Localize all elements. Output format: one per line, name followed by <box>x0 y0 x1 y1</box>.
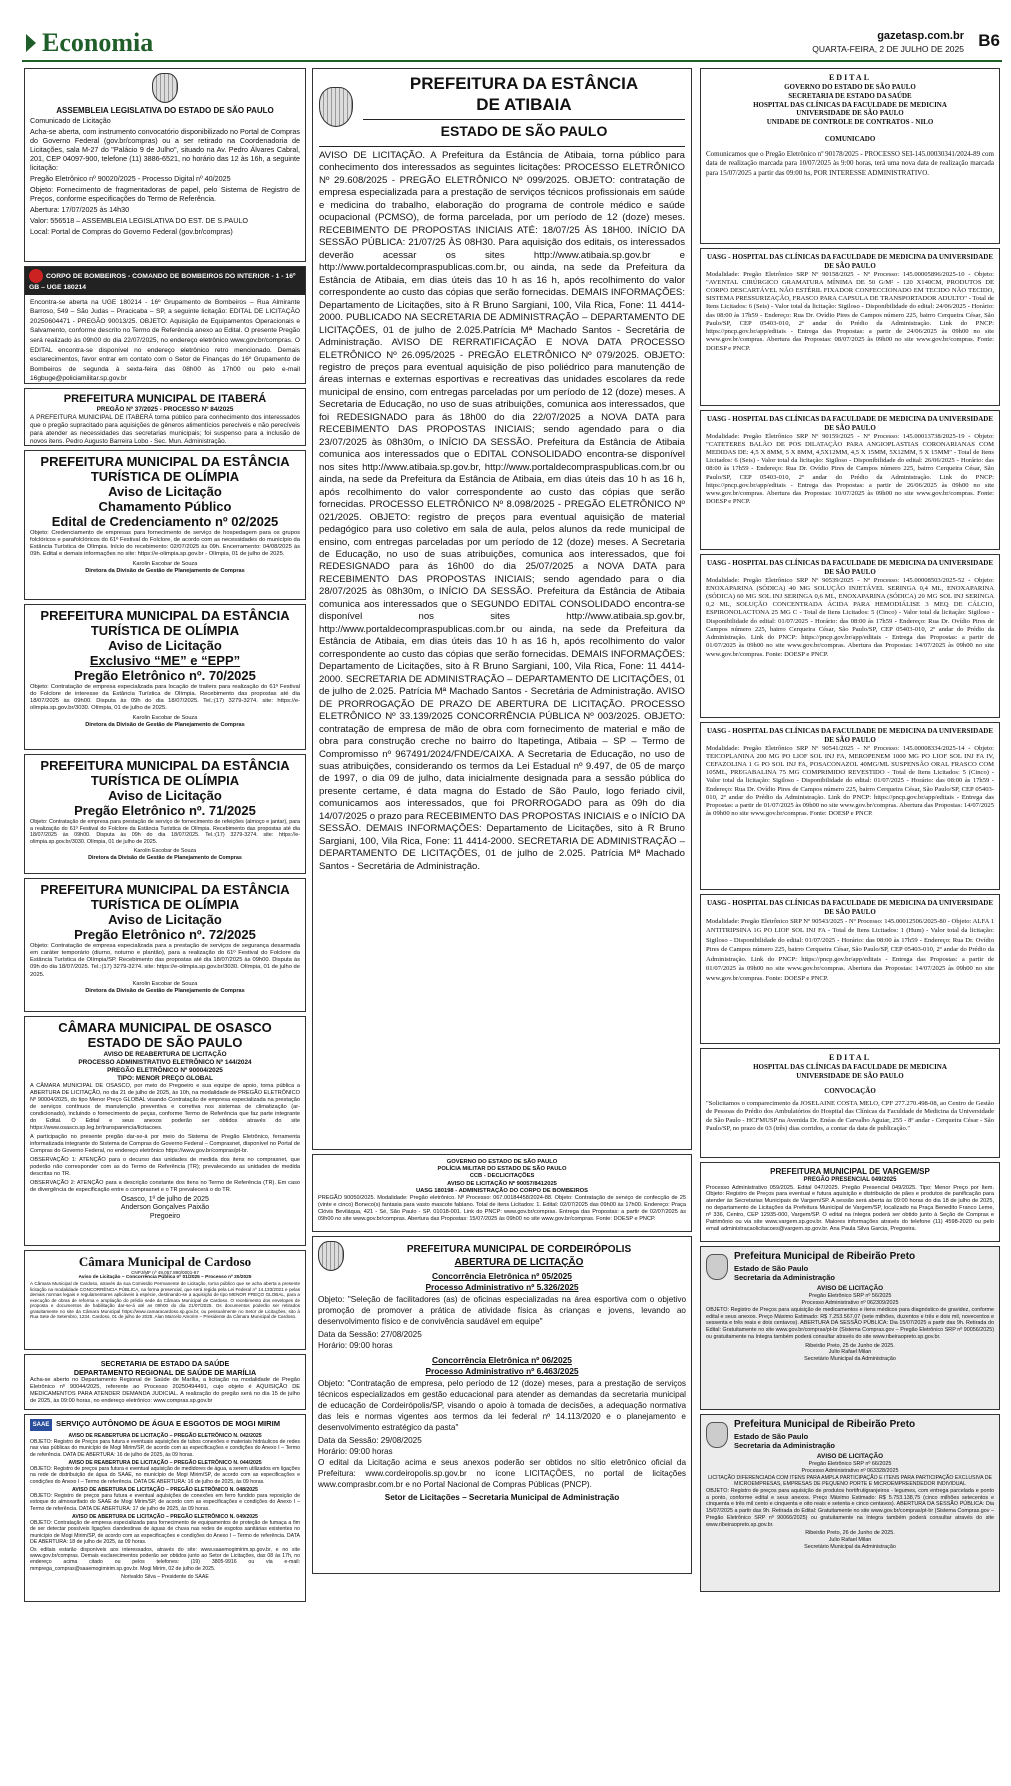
olimpia-signer-role: Diretora da Divisão de Gestão de Planejamento de Compras <box>88 854 242 861</box>
atibaia-title-2: DE ATIBAIA <box>476 95 572 115</box>
olimpia-signer-role: Diretora da Divisão de Gestão de Planejamento de Compras <box>85 721 245 728</box>
saae-item-body: OBJETO: Registro de preços para futura e eventual aquisição de medidores de água, a serem utilizados em ligações na rede de distribuição de água do SAAE, no município de Mogi Mirim/SP, de acordo com as especificações e condições do Anexo I – Termo de referência. DATA DE ABERTURA: 16 de julho de 2025, às 09 horas. <box>30 1466 300 1485</box>
alesp-sub: Comunicado de Licitação <box>30 116 111 125</box>
uasg-body: Modalidade: Pregão Eletrônico SRP Nº 90159/2025 - Nº Processo: 145.00013738/2025-19 - Objeto: "CATETERES BALÃO DE POS DILATAÇÃO PARA ANGIOPLASTIAS CORONARIANAS COM MEDIDAS DE: 4,5 X 8MM, 5 X 8MM, 4,5X12MM, 4,5 X 15MM, 5X12MM, 5 X 15MM" - Total de Itens Licitados: 6 (Seis) - Valor total da licitação: Sigiloso - Disponibilidade do edital: 26/06/2025 - Horário: das 08:00 às 17h59 - Endereço: Rua Dr. Ovídio Pires de Campos número 225, bairro Cerqueira César, São Paulo/SP, CEP 05403-010, 2º andar do Prédio da Administração. Link do PNCP: https://pncp.gov.br/app/editais - Entrega das Propostas: a partir de 26/06/2025 às 09h00 no site www.gov.br/compras. Abertura das Propostas: 10/07/2025 às 09h00 no site www.gov.br/compras. Fonte: DOESP e PNCP. <box>706 432 994 506</box>
alesp-line: Valor: 556518 – ASSEMBLEIA LEGISLATIVA DO EST. DE S.PAULO <box>30 216 248 225</box>
osasco-paragraph: A participação no presente pregão dar-se-á por meio do Sistema de Pregão Eletrônico, ferramenta informatizada integrante do Sistema de Compras do Governo Federal – Comprasnet, disponível no Portal de Compras do Governo Federal, no endereço eletrônico https://www.gov.br/compras/pt-br. <box>30 1133 300 1154</box>
bombeiros-bar-text: CORPO DE BOMBEIROS - COMANDO DE BOMBEIROS DO INTERIOR - 1 - 16º GB – UGE 180214 <box>29 272 296 291</box>
olimpia-title: PREFEITURA MUNICIPAL DA ESTÂNCIA TURÍSTICA DE OLÍMPIA <box>40 454 290 484</box>
saae-signer: Norivaldo Silva – Presidente do SAAE <box>121 1573 209 1580</box>
edital-line: GOVERNO DO ESTADO DE SÃO PAULO <box>784 83 916 91</box>
alesp-line: Abertura: 17/07/2025 às 14h30 <box>30 205 130 214</box>
uasg-notice-5 <box>700 894 1000 1044</box>
itabera-notice <box>24 388 306 446</box>
cardoso-body: A Câmara Municipal de Cardoso, através da sua Comissão Permanente de Licitação, torna público que se acha aberta a presente licitação na modalidade CONCORRÊNCIA PÚBLICA, na forma presencial, que será regida pela Lei Federal nº 14.133/2021 e pelas demais normas legais e regulamentares aplicáveis à espécie, destinando-se a aquisição de tipo MENOR PREÇO GLOBAL, para a execução de obras de reforma e ampliação do prédio sede da Câmara Municipal de Cardoso. O recebimento dos envelopes de proposta e documentos de habilitação dar-se-á até as 09h00 do dia 21/07/2025. Os documentos poderão ser retirados gratuitamente no site da Câmara Municipal https://www.camaracardoso.sp.gov.br, ou pessoalmente no Setor de Licitações, sito à Rua Sete de Setembro, 1234. Cardoso, 01 de julho de 2025. Alan Marcelo Amorim – Presidente da Câmara Municipal de Cardoso. <box>30 1281 300 1320</box>
ribeirao-processo: Processo Administrativo nº 063328/2025 <box>801 1468 899 1474</box>
session-date: Data da Sessão: 27/08/2025 <box>318 1329 422 1339</box>
saae-notice <box>24 1414 306 1602</box>
ribeirao-header <box>706 1419 994 1450</box>
cordeiropolis-subtitle: ABERTURA DE LICITAÇÃO <box>454 1257 584 1268</box>
uasg-body: Modalidade: Pregão Eletrônico SRP Nº 90539/2025 - Nº Processo: 145.00008503/2025-52 - Objeto: ENOXAPARINA (SÓDICA) 40 MG SOLUÇÃO INJETÁVEL SERINGA 0,4 ML, ENOXAPARINA (SÓDICA) 60 MG SOL INJ SERINGA 0,6 ML, ENOXAPARINA (SÓDICA) 20 MG SOL INJ SERINGA 0,2 ML, SOLUÇÃO CONCENTRADA ÁCIDA PARA HEMODIÁLISE 3 MEQ DE CÁLCIO, ESPIRONOLACTONA 25 MG C - Total de Itens Licitados: 5 (Cinco) - Valor total da licitação: Sigiloso - Disponibilidade do edital: 01/07/2025 - Horário: das 08:00 às 17h59 - Endereço: Rua Dr. Ovídio Pires de Campos número 225, bairro Cerqueira César, São Paulo/SP, CEP 05403-010, 2º andar do Prédio da Administração. Link do PNCP: https://pncp.gov.br/app/editais - Entrega das Propostas: a partir de 01/07/2025 às 09h00 no site www.gov.br/compras. Abertura das Propostas: 14/07/2025 às 09h00 no site www.gov.br/compras. Fonte: DOESP e PNCP. <box>706 576 994 658</box>
edital-line: SECRETARIA DE ESTADO DA SAÚDE <box>788 91 912 100</box>
olimpia-body: Objeto: Contratação de empresa especializada para a prestação de serviços de segurança desarmada em caráter temporário (diurno, noturno e plantão), para a realização do 61º Festival do Folclore da Estância Turística de Olímpia/SP. Recebimento das propostas até dia 18/07/2025 às 09h00. Disputa às 09h do dia 18/07/2025. Tel.:(17) 3279-3274. site: https://e-olimpia.sp.gov.br/3030. Olímpia, 01 de julho de 2025. <box>30 942 300 978</box>
ribeirao-state: Estado de São Paulo <box>734 1431 809 1441</box>
edital-heading: EDITAL <box>828 1053 872 1062</box>
saae-item-body: OBJETO: Registro de preços para futura e eventual aquisições de conexões em ferro fundido para reposição de estoque do almoxarifado do SAAE de Mogi Mirim/SP, de acordo com as especificações e condições do Anexo I – Termo de referência. DATA DE ABERTURA: 17 de julho de 2025, às 09 horas. <box>30 1493 300 1512</box>
marilia-notice <box>24 1354 306 1410</box>
hc-edital-convocacao <box>700 1048 1000 1158</box>
fire-brigade-logo-icon <box>29 269 43 283</box>
olimpia-pregao: Pregão Eletrônico nº. 72/2025 <box>74 926 256 942</box>
objeto-text: Objeto: "Contratação de empresa, pelo período de 12 (doze) meses, para a prestação de serviços técnicos especializados em gestão educacional para atender as demandas da secretaria municipal de educação de Cordeirópolis/SP, visando o apoio à tomada de decisões, a adequação normativa das leis e normas vigentes aos termos da lei federal nº 14.113/2020 e o planejamento e desenvolvimento estratégico da pasta" <box>318 1378 686 1432</box>
olimpia-signer: Karolin Escobar de Souza <box>132 714 198 721</box>
saae-item-heading: AVISO DE ABERTURA DE LICITAÇÃO – PREGÃO ELETRÔNICO N. 048/2025 <box>72 1486 258 1493</box>
cordeiropolis-title: PREFEITURA MUNICIPAL DE CORDEIRÓPOLIS <box>406 1243 632 1255</box>
olimpia-notice-3 <box>24 754 306 874</box>
ribeirao-body: OBJETO: Registro de preços para aquisição de produtos hortifrutigranjeiros - legumes, com entrega parcelada e ponto a ponto, conforme edital e seus anexos. Preço Máximo Estimado: R$ 5.753.138,75 (cinco milhões setecentos e cinquenta e três mil cento e cinquenta e oito reais e setenta e cinco centavos). ABERTURA DA SESSÃO PÚBLICA: Dia 15/07/2025 a partir das 9h. Retirada do Edital: Gratuitamente no site www.gov.br/compras/pt-br (Sistema Compras.gov – Pregão Eletrônico SRP nº 90066/2025) ou gratuitamente na íntegra também poderá consultar através do site www.ribeiraopreto.sp.gov.br. <box>706 1487 994 1528</box>
bombeiros-body: Encontra-se aberta na UGE 180214 - 16º Grupamento de Bombeiros – Rua Almirante Barroso, 549 – São Judas – Piracicaba – SP, a seguinte licitação: EDITAL DE LICITAÇÃO 20250604471 - PREGÃO 90013/25. OBJETO: Aquisição de Equipamentos Operacionais e Salvamento, conforme descrito no Termo de Referência anexo ao Edital. O presente Pregão será realizado às 09h00 do dia 22/07/2025, no endereço eletrônico www.gov.br/compras. O EDITAL encontra-se disponível no endereço eletrônico retro mencionado. Demais esclarecimentos, favor entrar em contato com o Setor de Finanças do 16º Grupamento de Bombeiros de segunda à sexta-feira das 08h00 às 17h00 ou pelo e-mail 16gbuge@policiamilitar.sp.gov.br <box>30 298 300 383</box>
bombeiros-notice <box>24 266 306 384</box>
olimpia-notice-1 <box>24 450 306 600</box>
osasco-date: Osasco, 1º de julho de 2025 <box>121 1195 209 1203</box>
ribeirao-signer-role: Secretário Municipal da Administração <box>804 1543 896 1550</box>
saae-item-body: OBJETO: Registro de Preços para futura e eventuais aquisições de tubos conexões e materiais hidráulicos de redes nas vias públicas do município de Mogi Mirim/SP, de acordo com as especificações e condições do Anexo I – Termo de referência. DATA DE ABERTURA: 16 de julho de 2025, às 09 horas. <box>30 1439 300 1458</box>
marilia-title: SECRETARIA DE ESTADO DA SAÚDE <box>100 1359 230 1368</box>
uasg-body: Modalidade: Pregão Eletrônico SRP Nº 90541/2025 - Nº Processo: 145.00008334/2025-14 - Objeto: TEICOPLANINA 200 MG PO LIOF SOL INJ FA, MEROPENEM 1000 MG PO LIOF SOL INJ FA IV, CEFAZOLINA 1 G PO SOL INJ FA, POSACONAZOL 40MG/ML SUSPENSÃO ORAL FRASCO COM 105ML, PREGABALINA 75 MG COMPRIMIDO REVESTIDO - Total de Itens Licitados: 5 (Cinco) - Valor total da licitação: Sigiloso - Disponibilidade do edital: 01/07/2025 - Horário: das 08:00 às 17h59 - Endereço: Rua Dr. Ovídio Pires de Campos número 225, bairro Cerqueira César, São Paulo/SP, CEP 05403-010, 2º andar do Prédio da Administração. Link do PNCP: https://pncp.gov.br/app/editais - Entrega das Propostas: a partir de 01/07/2025 às 09h00 no site www.gov.br/compras. Abertura das Propostas: 14/07/2025 às 09h00 no site www.gov.br/compras. Fonte: DOESP e PNCP. <box>706 744 994 818</box>
osasco-subtitle: ESTADO DE SÃO PAULO <box>87 1034 243 1050</box>
uasg-title: UASG - HOSPITAL DAS CLÍNICAS DA FACULDADE DE MEDICINA DA UNIVERSIDADE DE SÃO PAULO <box>706 559 993 576</box>
olimpia-heading: Aviso de Licitação <box>108 787 222 803</box>
olimpia-heading: Aviso de Licitação <box>108 483 222 499</box>
marilia-body: Acha-se aberto no Departamento Regional de Saúde de Marília, a licitação na modalidade de Pregão Eletrônico nº 90044/2025, referente ao Processo 20250494491, cujo objeto é AQUISIÇÃO DE MEDICAMENTOS PARA ATENDER DEMANDA JUDICIAL. A realização do pregão será no dia 15 de julho de 2025, às 09:00 horas, no endereço eletrônico: www.compras.sp.gov.br <box>30 1377 300 1404</box>
osasco-title: CÂMARA MUNICIPAL DE OSASCO <box>58 1020 272 1035</box>
uasg-title: UASG - HOSPITAL DAS CLÍNICAS DA FACULDADE DE MEDICINA DA UNIVERSIDADE DE SÃO PAULO <box>706 899 993 916</box>
osasco-line: AVISO DE REABERTURA DE LICITAÇÃO <box>103 1050 227 1058</box>
edition-date: QUARTA-FEIRA, 2 DE JULHO DE 2025 <box>812 44 964 54</box>
edital-heading: EDITAL <box>828 73 872 82</box>
alesp-title: ASSEMBLEIA LEGISLATIVA DO ESTADO DE SÃO PAULO <box>56 106 274 115</box>
marilia-subtitle: DEPARTAMENTO REGIONAL DE SAÚDE DE MARÍLIA <box>73 1368 257 1377</box>
ribeirao-title: Prefeitura Municipal de Ribeirão Preto <box>734 1419 916 1430</box>
osasco-signer: Anderson Gonçalves Paixão <box>120 1204 210 1212</box>
ribeirao-header <box>706 1251 994 1282</box>
ribeirao-coat-of-arms-icon <box>706 1254 728 1280</box>
header-rule <box>22 60 1002 62</box>
ribeirao-secretaria: Secretaria da Administração <box>734 1272 836 1282</box>
ribeirao-notice-2 <box>700 1414 1000 1592</box>
uasg-notice-3 <box>700 554 1000 718</box>
olimpia-pregao: Pregão Eletrônico nº. 71/2025 <box>74 802 256 818</box>
olimpia-notice-2 <box>24 604 306 750</box>
ribeirao-signer: Julio Rafael Milan <box>828 1537 872 1543</box>
alesp-line: Objeto: Fornecimento de fragmentadoras de papel, pelo Sistema de Registro de Preços, conforme especificações do Termo de Referência. <box>30 185 300 203</box>
cordeiropolis-coat-of-arms-icon <box>318 1241 344 1271</box>
pmsp-line: AVISO DE LICITAÇÃO Nº 90057/8412025 <box>447 1180 557 1187</box>
concorrencia-heading: Concorrência Eletrônica nº 05/2025 <box>432 1271 572 1281</box>
ribeirao-secretaria: Secretaria da Administração <box>734 1440 836 1450</box>
comunicado-body: Comunicamos que o Pregão Eletrônico nº 90178/2025 - PROCESSO SEI-145.00030341/2024-89 com data de realização marcada para 10/07/2025 às 9:00 horas, terá uma nova data de realização marcada para 15/07/2025 a partir das 09:00 hs, POR INTERESSE ADMINISTRATIVO. <box>706 149 994 178</box>
uasg-title: UASG - HOSPITAL DAS CLÍNICAS DA FACULDADE DE MEDICINA DA UNIVERSIDADE DE SÃO PAULO <box>706 727 993 744</box>
olimpia-signer: Karolin Escobar de Souza <box>132 980 198 987</box>
section-arrow-icon <box>26 34 36 52</box>
atibaia-title: PREFEITURA DA ESTÂNCIA <box>409 74 639 93</box>
ribeirao-date: Ribeirão Preto, 25 de Junho de 2025. <box>805 1342 895 1349</box>
alesp-body: Acha-se aberta, com instrumento convocatório disponibilizado no Portal de Compras do Governo Federal (gov.br/compras) ou a ser retirado na Coordenadoria de Licitações, sala M-27 do "Palácio 9 de Julho", situado na Av. Pedro Álvares Cabral, 201, CEP 04097-900, telefone (11) 3886-6521, no horário das 12 às 16h, a seguinte licitação: <box>30 127 300 172</box>
osasco-line: PREGÃO ELETRÔNICO Nº 90004/2025 <box>107 1066 223 1074</box>
ribeirao-signer-role: Secretário Municipal da Administração <box>804 1356 896 1362</box>
ribeirao-body: OBJETO: Registro de Preços para aquisição de medicamentos e itens médicos para diagnóstico de gravidez, conforme edital e seus anexos. Preço Máximo Estimado: R$ 7.253.567,07 (sete milhões, duzentos e três e dois mil, novecentos e sessenta e três reais e dois centavos). ABERTURA DA SESSÃO PÚBLICA: Dia 15/07/2025 a partir das 9h. Retirada do Edital: Gratuitamente no site www.gov.br/compras/pt-br (Sistema Compras.gov – Pregão Eletrônico SRP nº 90056/2025) ou gratuitamente na íntegra também poderá consultar através do site www.ribeiraopreto.sp.gov.br. <box>706 1306 994 1340</box>
olimpia-heading: Aviso de Licitação <box>108 637 222 653</box>
osasco-line: TIPO: MENOR PREÇO GLOBAL <box>117 1074 213 1082</box>
osasco-paragraph: A CÂMARA MUNICIPAL DE OSASCO, por meio do Pregoeiro e sua equipe de apoio, torna pública a ABERTURA DE LICITAÇÃO, no dia 21 de julho de 2025, às 10h, na modalidade de PREGÃO ELETRÔNICO Nº 90004/2025, do tipo Menor Preço GLOBAL visando Contratação de empresa especializada na prestação de serviços contínuos de manutenção preventiva e corretiva nos sistemas de climatização (ar-condicionado), incluindo o fornecimento de peças, conforme Termo de Referência que faz parte integrante do Edital. O Edital e seus anexos poderão ser obtidos através do site https://www.osasco.sp.leg.br/transparencia/licitacoes. <box>30 1082 300 1131</box>
itabera-sub: PREGÃO Nº 37/2025 - PROCESSO Nº 84/2025 <box>96 405 234 413</box>
cardoso-heading: Aviso de Licitação – Concorrência Pública nº 01/2025 – Processo nº 20/2025 <box>78 1275 252 1281</box>
vargem-body: Processo Administrativo 059/2025. Edital 047/2025. Pregão Presencial 049/2025. Tipo: Menor Preço por Item. Objeto: Registro de Preços para eventual e futura aquisição e distribuição de pães e produtos de panificação para atender às Secretarias Municipais de Vargem/SP. A sessão será aberta às 09:00 horas do dia 18 de julho de 2025, no departamento de Licitações da Prefeitura Municipal de Vargem/SP, localizado na Praça Benedito Franco Leme, nº 336, Centro, CEP 12935-000, Vargem/SP. O edital na íntegra poderá ser obtido junto à Seção de Compras e Patrimônio ou via site www.vargem.sp.gov.br. Maiores informações através do telefone (11) 4598-2020 ou pelo email administracaolicitacoes@vargem.sp.gov.br. Ana Paula Silva Garcia, Pregoeira. <box>706 1184 994 1233</box>
osasco-notice <box>24 1016 306 1246</box>
pmsp-line: POLÍCIA MILITAR DO ESTADO DE SÃO PAULO <box>437 1166 567 1173</box>
column-left <box>24 68 306 1606</box>
osasco-signer-role: Pregoeiro <box>149 1213 181 1221</box>
olimpia-signer: Karolin Escobar de Souza <box>132 560 198 567</box>
saae-item-heading: AVISO DE ABERTURA DE LICITAÇÃO – PREGÃO ELETRÔNICO N. 049/2025 <box>72 1513 258 1520</box>
ribeirao-aviso: AVISO DE LICITAÇÃO <box>816 1285 884 1293</box>
osasco-line: PROCESSO ADMINISTRATIVO ELETRÔNICO Nº 144/2024 <box>78 1058 252 1066</box>
processo-heading: Processo Administrativo nº 5.326/2025 <box>425 1282 579 1293</box>
uasg-notice-2 <box>700 410 1000 550</box>
alesp-notice <box>24 68 306 262</box>
olimpia-title: PREFEITURA MUNICIPAL DA ESTÂNCIA TURÍSTICA DE OLÍMPIA <box>40 758 290 788</box>
site-name: gazetasp.com.br <box>877 30 964 42</box>
olimpia-notice-4 <box>24 878 306 1012</box>
olimpia-title: PREFEITURA MUNICIPAL DA ESTÂNCIA TURÍSTICA DE OLÍMPIA <box>40 608 290 638</box>
hc-edital-comunicado <box>700 68 1000 244</box>
saae-item-heading: AVISO DE REABERTURA DE LICITAÇÃO – PREGÃO ELETRÔNICO N. 044/2025 <box>68 1459 262 1466</box>
cordeiropolis-header <box>318 1241 686 1271</box>
alesp-line: Local: Portal de Compras do Governo Federal (gov.br/compras) <box>30 227 233 236</box>
osasco-paragraph: OBSERVAÇÃO 1: ATENÇÃO para o decurso das unidades de medida dos itens no comprasnet, que poderão não corresponder com as do Termo de Referência (TR); prevalecendo as unidades de medida descritas no TR. <box>30 1156 300 1177</box>
vargem-subtitle: PREGÃO PRESENCIAL 049/2025 <box>803 1177 897 1183</box>
ribeirao-signer: Julio Rafael Milan <box>828 1349 872 1356</box>
atibaia-body: AVISO DE LICITAÇÃO. A Prefeitura da Estância de Atibaia, torna público para conhecimento dos interessados as seguintes licitações: PROCESSO ELETRÔNICO Nº 29.608/2025 - PREGÃO ELETRÔNICO Nº 099/2025. OBJETO: contratação de empresa especializada para a prestação de serviços técnicos profissionais em saúde e medicina do trabalho, elaboração do programa de controle médico e saúde ocupacional (PCMSO), de forma parcelada, por um período de 12 (doze) meses. RECEBIMENTO DE PROPOSTAS INICIAIS ATÉ: 18/07/25 ÀS 18H00. INÍCIO DA SESSÃO PÚBLICA: 21/07/25 ÀS 08H30. Para aquisição dos editais, os interessados deverão acessar os sites http://www.atibaia.sp.gov.br e http://www.portaldecompraspublicas.com.br, ou ainda, na sede da Prefeitura da Estância de Atibaia, em dias úteis das 10 h as 16 h, após recolhimento do valor correspondente ao custo das cópias que serão fornecidas. DEMAIS INFORMAÇÕES: Departamento de Licitações, sito à R Bruno Sargiani, 100, Vila Rica, Fone: 11 4414-2000. PUBLICADO NA SECRETARIA DE ADMINISTRAÇÃO – DEPARTAMENTO DE LICITAÇÕES, 01 de julho de 2.025.Patrícia Mª Machado Santos - Secretária de Administração. AVISO DE RERRATIFICAÇÃO E NOVA DATA PROCESSO ELETRÔNICO Nº 26.095/2025 - PREGÃO ELETRÔNICO Nº 079/2025. OBJETO: registro de preços para eventual aquisição de piso poliédrico para manutenção de áreas internas e externas esportivas e recreativas das unidades escolares da rede municipal de ensino, com entregas parceladas por um período de 12 (doze) meses. A Secretaria de Educação, no uso de suas atribuições, comunica aos interessados, que foi REDESIGNADO para ás 18h00 do dia 22/07/2025 a NOVA DATA para RECEBIMENTO DAS PROPOSTAS INICIAIS; sendo agendado para o dia 23/07/2025 às 08h30m, o INÍCIO DA SESSÃO. Prefeitura da Estância de Atibaia comunica aos interessados que o EDITAL CONSOLIDADO encontra-se disponível nos sites http://www.atibaia.sp.gov.br, http://www.portaldecompraspublicas.com.br ou ainda, na sede da Prefeitura da Estância de Atibaia, em dias úteis das 10 h as 16 h, após recolhimento do valor correspondente ao custo das cópias que serão fornecidas. PROCESSO ELETRÔNICO Nº 8.098/2025 - PREGÃO ELETRÔNICO Nº 021/2025. OBJETO: registro de preços para eventual aquisição de material pedagógico para uso coletivo em sala de aula, pelos alunos da rede municipal de ensino, com entregas parceladas por um período de 12 (doze) meses. A Secretaria de Educação, no uso de suas atribuições, comunica aos interessados, que foi REDESIGNADO para ás 16h00 do dia 25/07/2025 a NOVA DATA para RECEBIMENTO DAS PROPOSTAS INICIAIS; sendo agendado para o dia 28/07/2025 às 08h30m, o INÍCIO DA SESSÃO. Prefeitura da Estância de Atibaia comunica aos interessados que o SEGUNDO EDITAL CONSOLIDADO encontra-se disponível nos sites http://www.atibaia.sp.gov.br, http://www.portaldecompraspublicas.com.br ou ainda, na sede da Prefeitura da Estância de Atibaia, em dias úteis das 10 h as 16 h, após recolhimento do valor correspondente ao custo das cópias que serão fornecidas. DEMAIS INFORMAÇÕES: Departamento de Licitações, sito à R Bruno Sargiani, 100, Vila Rica, Fone: 11 4414-2000. SECRETARIA DE ADMINISTRAÇÃO – DEPARTAMENTO DE LICITAÇÕES, 01 de julho de 2.025. Patrícia Mª Machado Santos - Secretária de Administração. AVISO DE PRORROGAÇÃO DE PRAZO DE ABERTURA DE LICITAÇÃO. PROCESSO ELETRÔNICO Nº 33.139/2025 CONCORRÊNCIA PÚBLICA Nº 003/2025. OBJETO: contratação de empresa de mão de obra com fornecimento de material e mão de obra para construção creche no bairro do Itapetinga, Atibaia – SP – Termo de Compromisso nº 967491/2024/FNDE/CAIXA. A Secretaria de Educação, no uso de suas atribuições, considerando os termos da Lei Estadual nº 9.497, de 05 de março de 1997, o dia 09 de julho, data inicialmente designada para a sessão pública do presente certame, é data magna do Estado de São Paulo, logo feriado civil, comunicamos aos interessados, que foi PRORROGADO para as 09h do dia 14/07/2025 o prazo para RECEBIMENTO DAS PROPOSTAS INICIAIS e o INÍCIO DA SESSÃO. DEMAIS INFORMAÇÕES: Departamento de Licitações, sito à R Bruno Sargiani, 100, Vila Rica, Fone: 11 4414-2000. SECRETARIA DE ADMINISTRAÇÃO – DEPARTAMENTO DE LICITAÇÕES, 01 de julho de 2.025. Patrícia Mª Machado Santos - Secretária de Administração. <box>319 150 685 872</box>
saae-logo-icon: SAAE <box>30 1419 52 1431</box>
edital-line: HOSPITAL DAS CLÍNICAS DA FACULDADE DE MEDICINA <box>753 100 947 109</box>
atibaia-header <box>319 73 685 140</box>
session-time: Horário: 09:00 horas <box>318 1447 393 1457</box>
olimpia-signer: Karolin Escobar de Souza <box>133 847 197 854</box>
cordeiropolis-signer: Setor de Licitações – Secretaria Municipal de Administração <box>384 1493 620 1503</box>
objeto-text: Objeto: "Seleção de facilitadores (as) de oficinas especializadas na área esportiva com o objetivo promoção de promover a prática de atividade física às crianças e jovens, levando ao desenvolvimento físico e de convivência saudável em equipe" <box>318 1294 686 1326</box>
pmsp-line: GOVERNO DO ESTADO DE SÃO PAULO <box>446 1159 558 1165</box>
ribeirao-pregao: Pregão Eletrônico SRP nº 56/2025 <box>808 1293 892 1300</box>
edital-line: UNIDADE DE CONTROLE DE CONTRATOS - NILO <box>766 118 934 126</box>
bombeiros-bar <box>25 267 305 295</box>
uasg-notice-4 <box>700 722 1000 890</box>
cordeiropolis-notice <box>312 1236 692 1574</box>
page-number: B6 <box>978 31 1000 50</box>
cardoso-notice <box>24 1250 306 1350</box>
uasg-title: UASG - HOSPITAL DAS CLÍNICAS DA FACULDADE DE MEDICINA DA UNIVERSIDADE DE SÃO PAULO <box>706 253 993 270</box>
cardoso-cnpj: CNPJ/MF nº 49.057.890/0001-67 <box>131 1269 199 1275</box>
alesp-line: Pregão Eletrônico nº 90020/2025 - Processo Digital nº 40/2025 <box>30 174 231 183</box>
cardoso-title: Câmara Municipal de Cardoso <box>78 1254 252 1269</box>
olimpia-title: PREFEITURA MUNICIPAL DA ESTÂNCIA TURÍSTICA DE OLÍMPIA <box>40 882 290 912</box>
saae-footer: Os editais estarão disponíveis aos interessados, através do site: www.saaemogimirim.sp.gov.br, e no site www.gov.br/compras. Demais esclarecimentos poderão ser obtidos junto ao Setor de Licitações, das 08 às 17h, no endereço acima citado ou pelos telefones: (19) 3805-9916 ou via e-mail: mmprega_compras@saaemogimirim.sp.gov.br. Mogi Mirim, 02 de julho de 2025. <box>30 1546 300 1572</box>
edital-line: UNIVERSIDADE DE SÃO PAULO <box>796 109 904 118</box>
itabera-body: A PREFEITURA MUNICIPAL DE ITABERÁ torna público para conhecimento dos interessados que o pregão supracitado para aquisições de gêneros alimentícios perecíveis e não perecíveis para atender as necessidades das secretarias municipais; foi suspenso para a inclusão de novos itens. Pedro Augusto Barreira Lobo - Sec. Mun. Administração. <box>30 413 300 445</box>
ribeirao-date: Ribeirão Preto, 26 de Junho de 2025. <box>805 1530 895 1537</box>
edital-line: UNIVERSIDADE DE SÃO PAULO <box>796 1071 904 1080</box>
page-header <box>22 26 1002 60</box>
olimpia-signer-role: Diretora da Divisão de Gestão de Planejamento de Compras <box>85 567 245 574</box>
ribeirao-title: Prefeitura Municipal de Ribeirão Preto <box>734 1251 916 1262</box>
cordeiropolis-footer: O edital da Licitação acima e seus anexos poderão ser obtidos no sítio eletrônico oficial da Prefeitura: www.cordeiropolis.sp.gov.br no ícone LICITAÇÕES, no portal de licitações www.comprasbr.com.br e no Portal Nacional de Compras Públicas (PNCP). <box>318 1458 686 1490</box>
osasco-paragraph: OBSERVAÇÃO 2: ATENÇÃO para a descrição constante dos itens no Termo de Referência (TR). Em caso de divergência de especificação entre o comprasnet e o TR prevalecerá o do TR. <box>30 1179 300 1193</box>
ribeirao-aviso: AVISO DE LICITAÇÃO <box>816 1453 884 1461</box>
saae-item-heading: AVISO DE REABERTURA DE LICITAÇÃO – PREGÃO ELETRÔNICO N. 042/2025 <box>68 1433 262 1439</box>
concorrencia-heading: Concorrência Eletrônica nº 06/2025 <box>432 1355 572 1365</box>
edital-line: HOSPITAL DAS CLÍNICAS DA FACULDADE DE MEDICINA <box>753 1063 947 1071</box>
column-right <box>700 68 1000 1596</box>
ribeirao-coat-of-arms-icon <box>706 1422 728 1448</box>
ribeirao-exclusivity: LICITAÇÃO DIFERENCIADA COM ITENS PARA AMPLA PARTICIPAÇÃO E ITENS PARA PARTICIPAÇÃO EXCLUSIVA DE MICROEMPRESAS, EMPRESAS DE PEQUENO PORTE E MICROEMPREENDEDOR INDIVIDUAL <box>708 1474 992 1488</box>
itabera-title: PREFEITURA MUNICIPAL DE ITABERÁ <box>63 393 267 405</box>
olimpia-heading: Aviso de Licitação <box>108 911 222 927</box>
olimpia-heading: Exclusivo “ME” e “EPP” <box>89 652 241 668</box>
vargem-notice <box>700 1162 1000 1242</box>
olimpia-pregao: Pregão Eletrônico nº. 70/2025 <box>74 667 256 683</box>
convocacao-heading: CONVOCAÇÃO <box>824 1086 876 1095</box>
pmsp-line: CCB - DECLICITAÇÕES <box>469 1173 535 1180</box>
uasg-notice-1 <box>700 248 1000 406</box>
ribeirao-pregao: Pregão Eletrônico SRP nº 66/2025 <box>808 1461 892 1468</box>
atibaia-state: ESTADO DE SÃO PAULO <box>440 122 608 139</box>
sp-coat-of-arms-icon <box>152 73 178 103</box>
uasg-body: Modalidade: Pregão Eletrônico SRP Nº 90543/2025 - Nº Processo: 145.00012506/2025-80 - Objeto: ALFA 1 ANTITRIPSINA 1G PO LIOF SOL INJ FA - Total de Itens Licitados: 1 (Hum) - Valor total da licitação: Sigiloso - Disponibilidade do edital: 01/07/2025 - Horário: das 08:00 às 17h59 - Endereço: Rua Dr. Ovídio Pires de Campos número 225, bairro Cerqueira César, São Paulo/SP, CEP 05403-010, 2º andar do Prédio da Administração. Link do PNCP: https://pncp.gov.br/app/editais - Entrega das Propostas: a partir de 01/07/2025 às 09h00 no site www.gov.br/compras. Abertura das Propostas: 14/07/2025 às 09h00 no site www.gov.br/compras. Fonte: DOESP e PNCP. <box>706 917 994 982</box>
uasg-body: Modalidade: Pregão Eletrônico SRP Nº 90158/2025 - Nº Processo: 145.00005896/2025-10 - Objeto: "AVENTAL CIRÚRGICO GRAMATURA MÍNIMA DE 50 G/M² - 120 X140CM, PRODUTOS DE CORPO DESCARTÁVEL NÃO ESTÉRIL FIXADOR CONFECCIONADO EM TECIDO NÃO TECIDO, SISTEMA PRESSURIZAÇÃO, FRASCO PARA CAPSULA DE TRANSPORTADOR ADULTO" - Total de Itens Licitados: 6 (Seis) - Valor total da licitação: Sigiloso - Disponibilidade do edital: 24/06/2025 - Horário: das 08:00 às 17h59 - Endereço: Rua Dr. Ovídio Pires de Campos número 225, bairro Cerqueira César, São Paulo/SP, CEP 05403-010, 2º andar do Prédio da Administração. Link do PNCP: https://pncp.gov.br/app/editais - Entrega das Propostas: a partir de 24/06/2025 às 09h00 no site www.gov.br/compras. Abertura das Propostas: 08/07/2025 às 09h00 no site www.gov.br/compras. Fonte: DOESP e PNCP. <box>706 270 994 352</box>
ribeirao-processo: Processo Administrativo nº 062309/2025 <box>801 1300 899 1306</box>
column-middle <box>312 68 692 1578</box>
vargem-title: PREFEITURA MUNICIPAL DE VARGEM/SP <box>770 1167 930 1176</box>
ribeirao-state: Estado de São Paulo <box>734 1263 809 1273</box>
pmsp-notice <box>312 1154 692 1232</box>
convocacao-body: "Solicitamos o comparecimento da JOSELAINE COSTA MELO, CPF 277.270.498-08, ao Centro de Gestão de Pessoas do Prédio dos Ambulatórios do Hospital das Clínicas da Faculdade de Medicina da Universidade de São Paulo - HCFMUSP na Avenida Dr. Enéas de Carvalho Aguiar, 255 - 8º andar - Cerqueira César - São Paulo/SP, no prazo de 03 (três) dias corridos, a contar da data de publicação." <box>706 1100 994 1132</box>
saae-item-body: OBJETO: Contratação de empresa especializada para fornecimento de equipamentos de proteção de fumaça a fim de ser detectar possíveis ligações clandestinas de águas de chuva nas redes de esgotos sanitárias existentes no município de Mogi Mirim/SP, de acordo com as especificações e condições do Anexo I – Termo de referência. DATA DE ABERTURA: 18 de julho de 2025, às 09 horas. <box>30 1520 300 1545</box>
pmsp-line: UASG 180198 - ADMINISTRAÇÃO DO CORPO DE BOMBEIROS <box>415 1187 589 1194</box>
olimpia-body: Objeto: Contratação de empresa especializada para locação de trailers para realização do 61º Festival do Folclore de interesse da Estância Turística de Olímpia. Recebimento das propostas até dia 18/07/2025 às 09h00. Disputa às 09h do dia 18/07/2025. Tel.:(17) 3279-3274. site: https://e-olimpia.sp.gov.br/3030. Olímpia, 01 de julho de 2025. <box>30 683 300 712</box>
saae-title: SERVIÇO AUTÔNOMO DE ÁGUA E ESGOTOS DE MOGI MIRIM <box>56 1419 281 1428</box>
pmsp-body: PREGÃO 90050/2025. Modalidade: Pregão eletrônico. Nº Processo: 067.00184458/2024-88. Objeto: Contratação de serviço de confecção de 25 (vinte e cinco) Boneco(s) fantasia para vasto mascote fabiano. Total de itens Licitados: 1. Edital: 02/07/2025 das 09h00 às 17h00. Endereço: Praça Clóvis Beviláqua, 421 - Sé, São Paulo - SP. 01018-001. Link do PNCP: www.gov.br/compras. Entrega das Propostas: a partir de 02/07/2025 às 09h00 no site www.gov.br/compras. Abertura das Propostas: 15/07/2025 às 09h00 no site www.gov.br/compras. Fonte: DOESP e PNCP. <box>318 1195 686 1223</box>
uasg-title: UASG - HOSPITAL DAS CLÍNICAS DA FACULDADE DE MEDICINA DA UNIVERSIDADE DE SÃO PAULO <box>706 415 993 432</box>
olimpia-body: Objeto: Credenciamento de empresas para fornecimento de serviço de hospedagem para os grupos folclóricos e parafolclóricos do 61º Festival do Folclore, de acordo com as necessidades do município da Estância Turística de Olímpia. Início do recebimento: 02/07/2025 às 09h. Encerramento: 04/08/2025 às 09h. Edital e demais informações no site: https://e-olimpia.sp.gov.br - Olímpia, 01 de julho de 2025. <box>30 529 300 558</box>
session-date: Data da Sessão: 29/08/2025 <box>318 1436 422 1445</box>
session-time: Horário: 09:00 horas <box>318 1340 393 1350</box>
olimpia-body: Objeto: Contratação de empresa para prestação de serviço de fornecimento de refeições (almoço e jantar), para a realização do 61º Festival do Folclore da Estância Turística de Olímpia. Recebimento das propostas até dia 18/07/2025 às 09h00. Disputa às 09h do dia 18/07/2025. Tel.:(17) 3279-3274. site: https://e-olimpia.sp.gov.br/3030. Olímpia, 01 de julho de 2025. <box>30 818 300 845</box>
comunicado-heading: COMUNICADO <box>824 134 876 143</box>
processo-heading: Processo Administrativo nº 6.463/2025 <box>425 1366 579 1377</box>
atibaia-notice <box>312 68 692 1150</box>
olimpia-edital: Edital de Credenciamento nº 02/2025 <box>51 513 279 529</box>
atibaia-coat-of-arms-icon <box>319 87 353 127</box>
saae-header <box>30 1419 300 1431</box>
olimpia-heading: Chamamento Público <box>98 498 232 514</box>
ribeirao-notice-1 <box>700 1246 1000 1410</box>
olimpia-signer-role: Diretora da Divisão de Gestão de Planejamento de Compras <box>85 987 245 994</box>
section-title: Economia <box>42 28 154 57</box>
